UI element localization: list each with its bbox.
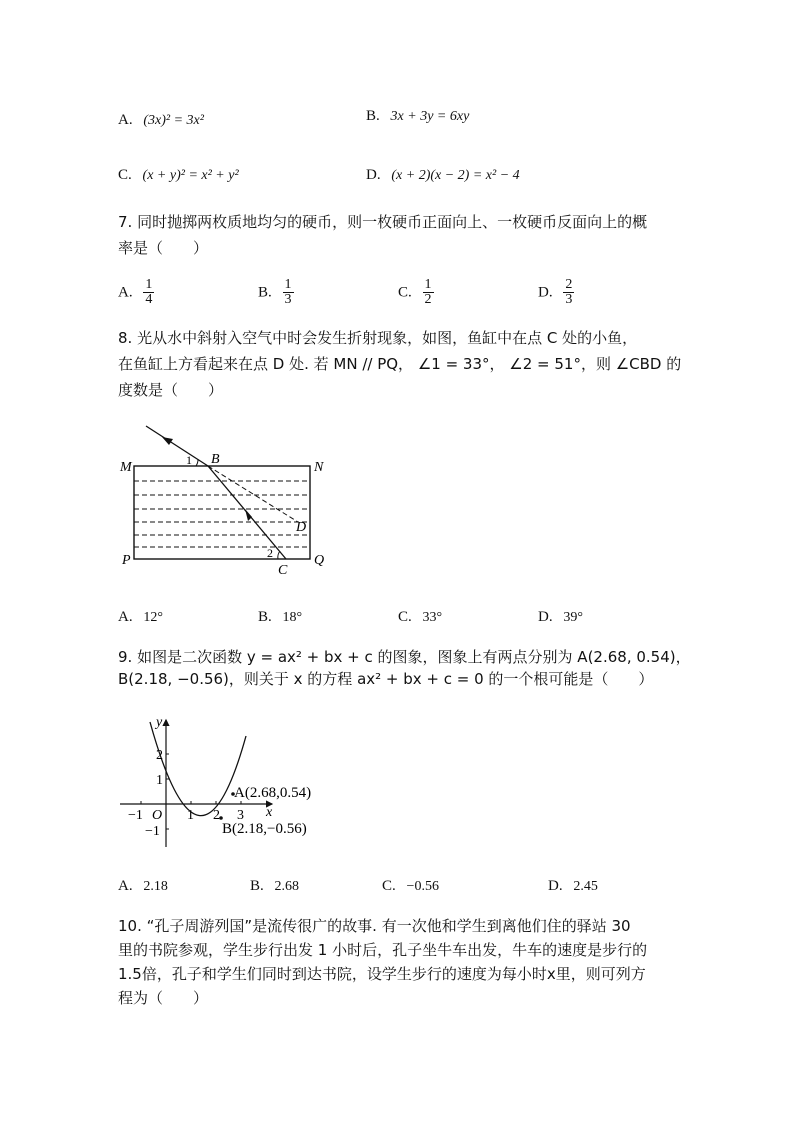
option-letter: A. (118, 112, 133, 128)
label-m: M (120, 460, 132, 475)
tick-label-y2: 2 (156, 748, 163, 763)
option-value: 18° (282, 610, 303, 625)
option-letter: C. (382, 878, 396, 894)
q9-option-c[interactable] (382, 876, 439, 895)
q8-option-b[interactable] (258, 607, 302, 626)
option-fraction: $\frac{1}{4}$ (145, 277, 153, 307)
label-angle-1: 1 (186, 453, 192, 467)
tick-label-xm1: −1 (128, 808, 143, 823)
q7-option-d[interactable] (538, 278, 574, 307)
q8-option-c[interactable] (398, 607, 442, 626)
option-letter: B. (258, 284, 272, 301)
q7-option-a[interactable] (118, 278, 154, 307)
option-letter: B. (366, 108, 380, 124)
option-letter: A. (118, 878, 133, 894)
option-letter: C. (118, 167, 132, 183)
label-p: P (122, 553, 131, 568)
option-letter: D. (548, 878, 563, 894)
option-value: 2.68 (274, 879, 300, 894)
option-value: 39° (563, 610, 583, 625)
option-fraction: $\frac{1}{3}$ (284, 277, 292, 307)
label-origin: O (152, 808, 163, 823)
q9-stem-line1: 9. 如图是二次函数 y = ax² + bx + c 的图象，图象上有两点分别为 A(2.68, 0.54)， (118, 648, 691, 666)
option-expression: (x + 2)(x − 2) = x² − 4 (391, 168, 520, 183)
q7-option-b[interactable] (258, 278, 294, 307)
option-letter: C. (398, 609, 412, 625)
q9-option-b[interactable] (250, 876, 299, 895)
option-expression: (3x)² = 3x² (143, 113, 204, 128)
ray-bd (208, 466, 298, 522)
parabola-curve (150, 722, 246, 816)
option-letter: A. (118, 284, 133, 301)
q8-stem-line3: 度数是（ ） (118, 381, 224, 399)
tick-label-ym1: −1 (145, 824, 160, 839)
water-lines (134, 481, 310, 547)
label-b: B (211, 452, 220, 467)
q9-option-a[interactable] (118, 876, 168, 895)
option-letter: B. (258, 609, 272, 625)
q10-stem-line4: 程为（ ） (118, 989, 209, 1007)
q7-option-c[interactable] (398, 278, 434, 307)
option-fraction: $\frac{1}{2}$ (424, 277, 432, 307)
label-n: N (314, 460, 324, 475)
arrow-in-air (162, 437, 173, 445)
option-letter: B. (250, 878, 264, 894)
label-c: C (278, 563, 288, 578)
option-letter: D. (538, 284, 553, 301)
option-value: 2.45 (573, 879, 598, 894)
q6-option-a[interactable] (118, 110, 204, 129)
angle-1-mark (196, 459, 198, 466)
option-expression: (x + y)² = x² + y² (142, 168, 239, 183)
q10-stem-line1: 10. “孔子周游列国”是流传很广的故事. 有一次他和学生到离他们住的驿站 30 (118, 917, 631, 935)
label-point-a: A(2.68,0.54) (234, 785, 312, 801)
label-angle-2: 2 (267, 546, 273, 560)
option-expression: 3x + 3y = 6xy (390, 109, 470, 124)
tick-label-x1: 1 (187, 808, 194, 823)
option-value: −0.56 (406, 879, 439, 894)
option-letter: A. (118, 609, 133, 625)
option-fraction: $\frac{2}{3}$ (565, 277, 573, 307)
option-value: 12° (143, 610, 163, 625)
angle-2-mark (278, 551, 280, 559)
option-value: 33° (422, 610, 443, 625)
q8-option-a[interactable] (118, 607, 163, 626)
ray-out (146, 426, 208, 466)
option-value: 2.18 (143, 879, 168, 894)
tick-label-y1: 1 (156, 773, 163, 788)
tick-label-x3: 3 (237, 808, 244, 823)
q9-stem-line2: B(2.18, −0.56)，则关于 x 的方程 ax² + bx + c = 0 的一个根可能是（ ） (118, 670, 654, 688)
q7-stem-line2: 率是（ ） (118, 239, 209, 257)
q8-refraction-figure (110, 418, 350, 578)
q10-stem-line2: 里的书院参观，学生步行出发 1 小时后，孔子坐牛车出发，牛车的速度是步行的 (118, 941, 648, 959)
q10-stem-line3: 1.5倍，孔子和学生们同时到达书院，设学生步行的速度为每小时x里，则可列方 (118, 965, 646, 983)
q8-stem-line2: 在鱼缸上方看起来在点 D 处. 若 MN // PQ， ∠1 = 33°， ∠2 = 51°，则 ∠CBD 的 (118, 355, 682, 373)
option-letter: D. (366, 167, 381, 183)
q8-stem-line1: 8. 光从水中斜射入空气中时会发生折射现象，如图，鱼缸中在点 C 处的小鱼， (118, 329, 638, 347)
label-y-axis: y (156, 715, 163, 730)
label-point-b: B(2.18,−0.56) (222, 821, 307, 837)
q9-parabola-graph (112, 712, 342, 852)
label-x-axis: x (266, 805, 273, 820)
option-letter: D. (538, 609, 553, 625)
tick-label-x2: 2 (213, 808, 220, 823)
option-letter: C. (398, 284, 412, 301)
q6-option-d[interactable] (366, 165, 520, 184)
q6-option-c[interactable] (118, 165, 239, 184)
q8-option-d[interactable] (538, 607, 583, 626)
label-d: D (296, 520, 307, 535)
q7-stem-line1: 7. 同时抛掷两枚质地均匀的硬币，则一枚硬币正面向上、一枚硬币反面向上的概 (118, 213, 648, 231)
label-q: Q (314, 553, 325, 568)
q9-option-d[interactable] (548, 876, 598, 895)
q6-option-b[interactable] (366, 106, 469, 125)
arrow-in-water (245, 509, 252, 521)
